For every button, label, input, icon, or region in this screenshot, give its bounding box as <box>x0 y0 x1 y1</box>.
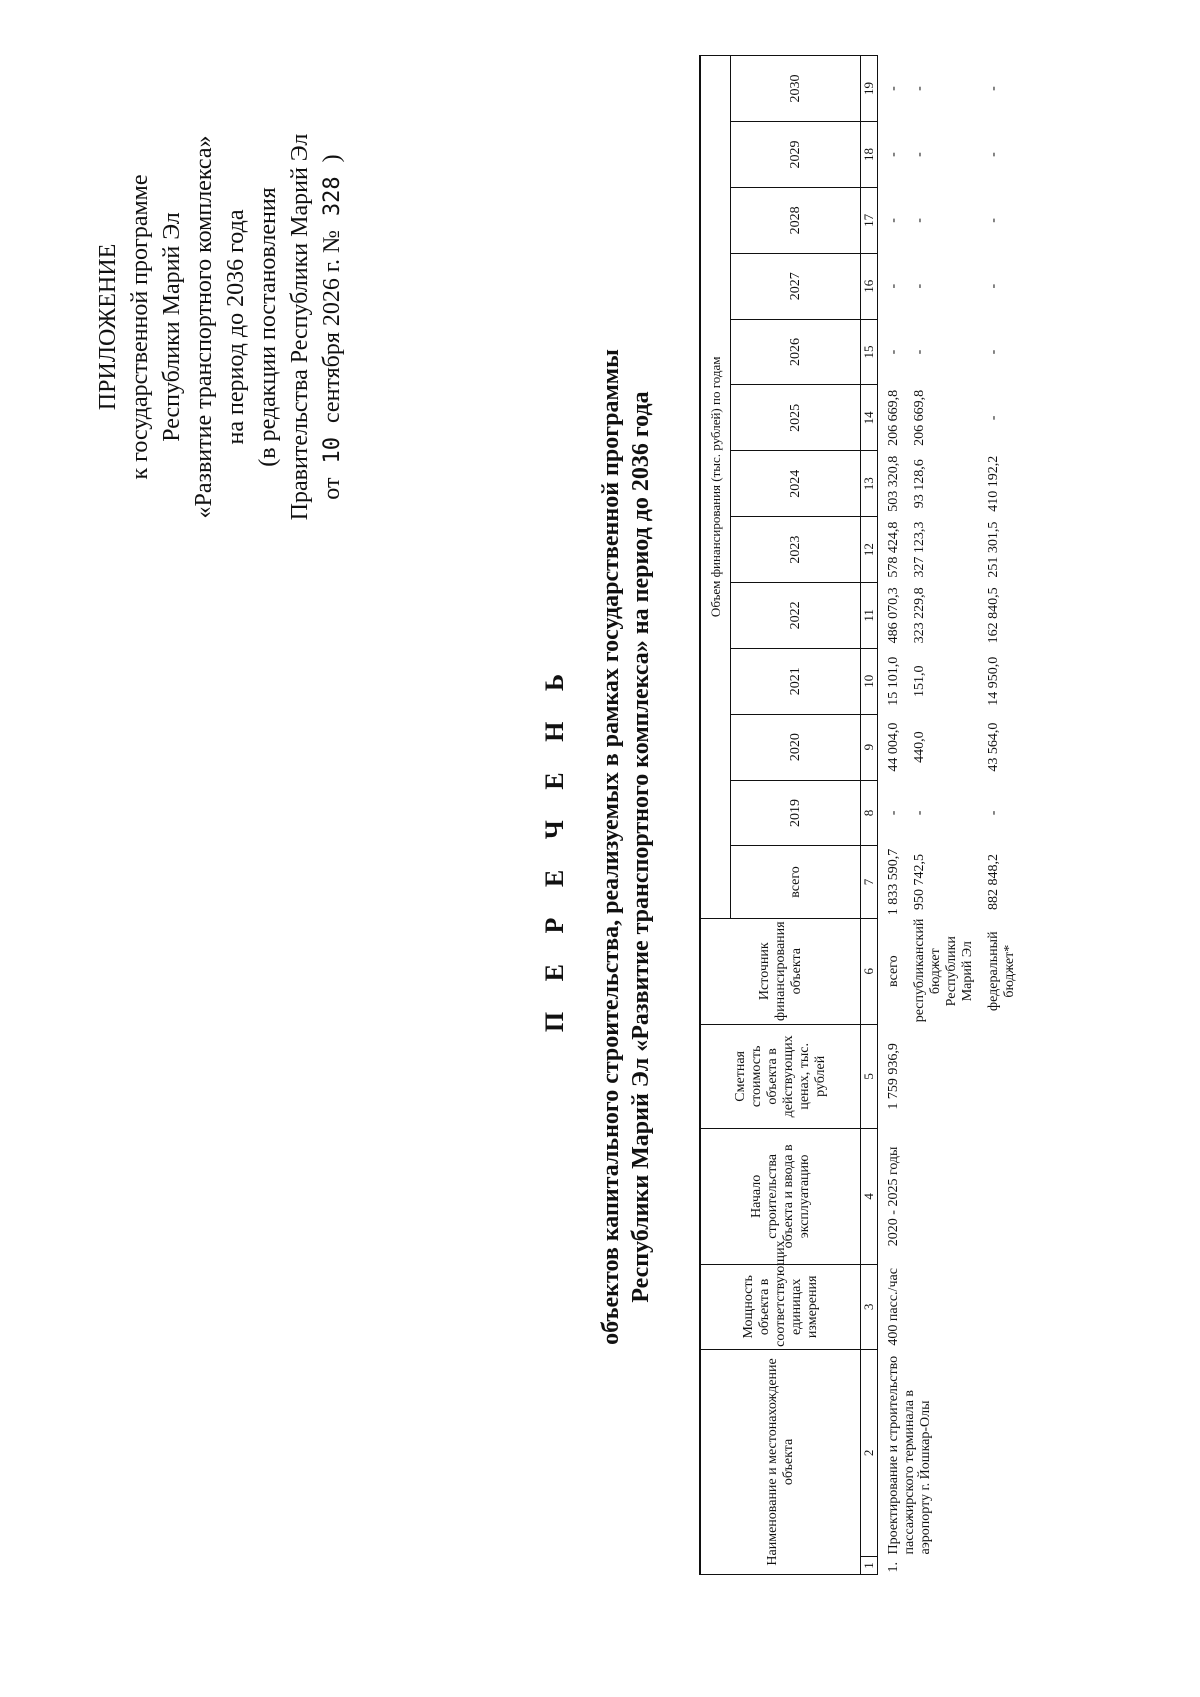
subtitle-line: Республики Марий Эл «Развитие транспортного комплекса» на период до 2036 года <box>628 391 654 1303</box>
year-value: 151,0 <box>912 665 927 697</box>
year-cell: 2020 <box>731 714 861 780</box>
year-value: - <box>886 86 901 91</box>
appendix-line: «Развитие транспортного комплекса» <box>191 135 217 519</box>
date-text: сентября 2026 г. № <box>319 230 345 424</box>
year-value: - <box>886 152 901 157</box>
col-number: 7 <box>861 846 878 918</box>
col-number: 17 <box>861 187 878 253</box>
date-suffix: ) <box>319 154 345 163</box>
header-period: Начало строительства объекта и ввода в эксплуатацию <box>701 1128 861 1264</box>
year-value: - <box>986 283 1001 289</box>
header-capacity: Мощность объекта в соответствующих единицах измерения <box>701 1264 861 1349</box>
document-title <box>540 147 656 1547</box>
year-value: - <box>886 218 901 223</box>
year-value: 206 669,8 <box>886 389 901 446</box>
header-name: Наименование и местонахождение объекта <box>701 1349 861 1574</box>
col-number: 10 <box>861 648 878 714</box>
year-value: - <box>886 810 901 816</box>
year-value: 15 101,0 <box>886 656 901 706</box>
year-value: 440,0 <box>912 731 927 763</box>
year-value: 410 192,2 <box>986 455 1001 512</box>
source-name: республиканский бюджет Республики Марий Эл <box>912 918 975 1023</box>
year-value: - <box>986 218 1001 223</box>
date-number: 328 <box>320 176 345 217</box>
appendix-header <box>92 67 349 587</box>
year-value: 206 669,8 <box>912 389 927 446</box>
object-name: Проектирование и строительство пассажирского терминала в аэропорту г. Йошкар-Олы <box>886 1355 933 1555</box>
year-cell: 2021 <box>731 648 861 714</box>
year-value: - <box>986 86 1001 91</box>
col-number: 16 <box>861 253 878 319</box>
year-cell: 2028 <box>731 187 861 253</box>
year-cell: 2026 <box>731 319 861 385</box>
year-value: - <box>912 810 927 816</box>
objects-table <box>700 55 1020 1575</box>
heading: П Е Р Е Ч Е Н Ь <box>540 661 569 1033</box>
col-number: 8 <box>861 780 878 846</box>
col-number: 13 <box>861 451 878 517</box>
year-value: - <box>912 86 927 91</box>
column-number-row <box>861 56 878 1575</box>
year-value: 251 301,5 <box>986 521 1001 578</box>
appendix-title: ПРИЛОЖЕНИЕ <box>95 243 121 411</box>
year-value: 327 123,3 <box>912 521 927 578</box>
year-value: 44 004,0 <box>886 722 901 772</box>
appendix-line: Правительства Республики Марий Эл <box>287 133 313 521</box>
year-cell: 2019 <box>731 780 861 846</box>
year-value: 486 070,3 <box>886 587 901 644</box>
col-number: 12 <box>861 517 878 583</box>
col-number: 19 <box>861 56 878 122</box>
year-value: - <box>986 810 1001 816</box>
col-number: 18 <box>861 122 878 188</box>
col-number: 4 <box>861 1128 878 1264</box>
year-value: - <box>912 152 927 157</box>
year-value: - <box>986 415 1001 421</box>
col-number: 15 <box>861 319 878 385</box>
col-number: 1 <box>861 1556 878 1574</box>
date-prefix: от <box>319 477 345 500</box>
header-total: всего <box>731 846 861 918</box>
source-total: 1 833 590,7 <box>886 848 901 916</box>
year-cell: 2024 <box>731 451 861 517</box>
year-value: 43 564,0 <box>986 722 1001 772</box>
appendix-line: Республики Марий Эл <box>159 212 185 442</box>
year-value: - <box>886 349 901 355</box>
col-number: 3 <box>861 1264 878 1349</box>
header-volume: Объем финансирования (тыс. рублей) по годам <box>701 56 731 919</box>
year-cell: 2029 <box>731 122 861 188</box>
year-cell: 2027 <box>731 253 861 319</box>
appendix-line: (в редакции постановления <box>255 187 281 467</box>
source-total: 882 848,2 <box>986 853 1001 910</box>
table-row <box>878 56 905 1575</box>
year-value: 578 424,8 <box>886 521 901 578</box>
source-total: 950 742,5 <box>912 853 927 910</box>
col-number: 5 <box>861 1024 878 1128</box>
year-value: - <box>986 152 1001 157</box>
col-number: 14 <box>861 385 878 451</box>
appendix-date-line <box>316 67 349 587</box>
appendix-line: к государственной программе <box>127 174 153 480</box>
object-capacity: 400 пасс./час <box>886 1268 901 1346</box>
year-value: - <box>986 349 1001 355</box>
year-value: - <box>886 283 901 289</box>
col-number: 6 <box>861 918 878 1024</box>
row-number: 1. <box>886 1562 901 1573</box>
header-cost: Сметная стоимость объекта в действующих ценах, тыс. рублей <box>701 1024 861 1128</box>
source-name: всего <box>886 955 901 987</box>
col-number: 9 <box>861 714 878 780</box>
object-cost: 1 759 936,9 <box>886 1043 901 1110</box>
year-value: - <box>912 283 927 289</box>
year-value: 323 229,8 <box>912 587 927 644</box>
header-row-1 <box>701 56 731 1575</box>
year-cell: 2025 <box>731 385 861 451</box>
year-value: - <box>912 349 927 355</box>
col-number: 2 <box>861 1349 878 1556</box>
year-value: 503 320,8 <box>886 455 901 512</box>
subtitle-line: объектов капитального строительства, реализуемых в рамках государственной программы <box>598 349 624 1345</box>
year-value: 14 950,0 <box>986 656 1001 706</box>
appendix-line: на период до 2036 года <box>223 209 249 445</box>
year-cell: 2023 <box>731 517 861 583</box>
col-number: 11 <box>861 582 878 648</box>
year-cell: 2030 <box>731 56 861 122</box>
year-value: 93 128,6 <box>912 459 927 509</box>
source-name: федеральный бюджет* <box>986 931 1017 1011</box>
date-day: 10 <box>320 437 345 464</box>
year-value: - <box>912 218 927 223</box>
year-cell: 2022 <box>731 582 861 648</box>
header-source: Источник финансирования объекта <box>701 918 861 1024</box>
object-period: 2020 - 2025 годы <box>886 1146 901 1247</box>
year-value: 162 840,5 <box>986 587 1001 644</box>
